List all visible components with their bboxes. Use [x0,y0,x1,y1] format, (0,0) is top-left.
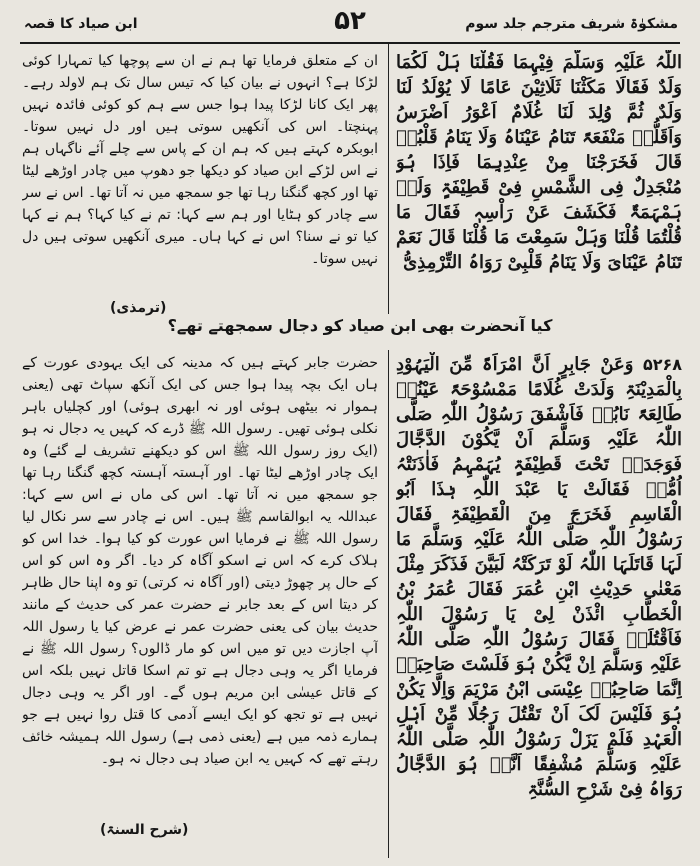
source-citation-1: (ترمذی) [110,300,167,316]
arabic-paragraph: اللّٰہُ عَلَیْہِ وَسَلَّمَ فِیْہِمَا فَقُلْنَا ہَلْ لَکُمَا وَلَدٌ فَقَالَا مَکَثْنَا ثَلَاثِیْنَ عَامًا لَا یُوْلَدُ لَنَا وَلَدٌ ثُمَّ وُلِدَ لَنَا غُلَامٌ اَعْوَرُ اَضْرَسُ وَاَقَلُّہٗ مَنْفَعَۃً تَنَامُ عَیْنَاہُ وَلَا یَنَامُ قَلْبُہٗ قَالَ فَخَرَجْنَا مِنْ عِنْدِہِمَا فَاِذَا ہُوَ مُنْجَدِلٌ فِی الشَّمْسِ فِیْ قَطِیْفَۃٍ وَلَہٗ ہَمْہَمَۃٌ فَکَشَفَ عَنْ رَاْسِہٖ فَقَالَ مَا قُلْتُمَا قُلْنَا وَہَلْ سَمِعْتَ مَا قُلْنَا قَالَ نَعَمْ تَنَامُ عَیْنَایَ وَلَا یَنَامُ قَلْبِیْ رَوَاہُ التِّرْمِذِیُّ [396,52,682,273]
urdu-paragraph: ان کے متعلق فرمایا تھا ہم نے ان سے پوچھا کیا تمہارا کوئی لڑکا ہے؟ انہوں نے بیان کیا کہ تیس سال تک ہم لاولد رہے۔ پھر ایک کانا لڑکا پیدا ہوا جس سے ہم کو کوئی فائدہ نہیں پہنچتا۔ اس کی آنکھیں سوتی ہیں اور دل نہیں سوتا۔ ابوبکرہ کہتے ہیں کہ ہم ان کے پاس سے چلے آئے ناگہاں ہم نے اس لڑکے ابن صیاد کو دیکھا جو دھوپ میں چادر اوڑھے لیٹا تھا اور کچھ گنگنا رہا تھا جو سمجھ میں نہ آتا تھا۔ اس نے سر سے چادر کو ہٹایا اور ہم سے کہا: تم نے کیا کہا؟ ہم نے کہا کیا تو نے سنا؟ اس نے کہا ہاں۔ میری آنکھیں سوتی ہیں دل نہیں سوتا۔ [22,53,378,267]
arabic-hadith-text: وَعَنْ جَابِرٍ اَنَّ امْرَاَۃً مِّنَ الْیَہُوْدِ بِالْمَدِیْنَۃِ وَلَدَتْ غُلَامًا مَمْسُوْحَۃً عَیْنُہٗ طَالِعَۃً نَابُہٗ فَاَشْفَقَ رَسُوْلُ اللّٰہِ صَلَّی اللّٰہُ عَلَیْہِ وَسَلَّمَ اَنْ یَّکُوْنَ الدَّجَّالَ فَوَجَدَہٗ تَحْتَ قَطِیْفَۃٍ یُہَمْہِمُ فَاٰذَنَتْہُ اُمُّہٗ فَقَالَتْ یَا عَبْدَ اللّٰہِ ہٰذَا اَبُو الْقَاسِمِ فَخَرَجَ مِنَ الْقَطِیْفَۃِ فَقَالَ رَسُوْلُ اللّٰہِ صَلَّی اللّٰہُ عَلَیْہِ وَسَلَّمَ مَا لَہَا قَاتَلَہَا اللّٰہُ لَوْ تَرَکَتْہُ لَبَیَّنَ فَذَکَرَ مِثْلَ مَعْنٰی حَدِیْثِ ابْنِ عُمَرَ فَقَالَ عُمَرُ بْنُ الْخَطَّابِ ائْذَنْ لِیْ یَا رَسُوْلَ اللّٰہِ فَاَقْتُلَہٗ فَقَالَ رَسُوْلُ اللّٰہِ صَلَّی اللّٰہُ عَلَیْہِ وَسَلَّمَ اِنْ یَّکُنْ ہُوَ فَلَسْتَ صَاحِبَہٗ اِنَّمَا صَاحِبُہٗ عِیْسَی ابْنُ مَرْیَمَ وَاِلَّا یَکُنْ ہُوَ فَلَیْسَ لَکَ اَنْ تَقْتُلَ رَجُلًا مِّنْ اَہْلِ الْعَہْدِ فَلَمْ یَزَلْ رَسُوْلُ اللّٰہِ صَلَّی اللّٰہُ عَلَیْہِ وَسَلَّمَ مُشْفِقًا اَنَّہٗ ہُوَ الدَّجَّالُ رَوَاہُ فِیْ شَرْحِ السُّنَّۃِ [396,354,682,800]
column-divider-lower [388,350,389,858]
page-header [18,6,682,40]
arabic-paragraph [396,352,682,802]
urdu-translation-section-1 [22,50,378,288]
section-heading: کیا آنحضرت بھی ابن صیاد کو دجال سمجھتے تھے؟ [167,316,553,335]
page-number: ۵۲ [334,6,366,36]
urdu-translation-section-2 [22,352,378,822]
urdu-paragraph: حضرت جابر کہتے ہیں کہ مدینہ کی ایک یہودی عورت کے ہاں ایک بچہ پیدا ہوا جس کی ایک آنکھ سپاٹ تھی (یعنی ہموار نہ بیٹھی ہوئی اور نہ ابھری ہوئی) اور کچلیاں باہر نکلی ہوئی تھیں۔ رسول اللہ ﷺ ڈرے کہ کہیں یہ دجال نہ ہو (ایک روز رسول اللہ ﷺ اس کو دیکھنے تشریف لے گئے) وہ ایک چادر اوڑھے لیٹا تھا۔ اور آہستہ آہستہ کچھ گنگنا رہا تھا جو سمجھ میں نہ آتا تھا۔ اس کی ماں نے اس سے کہا: عبداللہ یہ ابوالقاسم ﷺ ہیں۔ اس نے چادر سے سر نکال لیا رسول اللہ ﷺ نے فرمایا اس عورت کو کیا ہوا۔ خدا اس کو ہلاک کرے کہ اس نے اسکو آگاہ کر دیا۔ اگر وہ اس کو اس کے حال پر چھوڑ دیتی (اور آگاہ نہ کرتی) تو وہ اپنا حال ظاہر کر دیتا اس کے بعد جابر نے حضرت عمر کی حدیث کے مانند حدیث بیان کی یعنی حضرت عمر نے عرض کیا یا رسول اللہ آپ اجازت دیں تو میں اس کو مار ڈالوں؟ رسول اللہ ﷺ نے فرمایا اگر یہ وہی دجال ہے تو تم اسکا قاتل نہیں بلکہ اس کے قاتل عیسٰی ابن مریم ہوں گے۔ اور اگر یہ وہی دجال نہیں ہے تو تجھ کو ایک ایسے آدمی کا قتل روا نہیں ہے جو ہمارے ذمہ میں ہے (یعنی ذمی ہے) رسول اللہ ہمیشہ خائف رہتے تھے کہ کہیں یہ ابن صیاد ہی دجال نہ ہو۔ [22,355,378,767]
arabic-text-section-2 [396,352,682,852]
hadith-number: ۵۲۶۸ [642,355,682,374]
column-divider-upper [388,44,389,314]
chapter-title: ابن صیاد کا قصہ [24,16,138,32]
arabic-text-section-1 [396,50,682,312]
header-rule [20,42,680,44]
book-title: مشکوٰۃ شریف مترجم جلد سوم [465,16,678,32]
source-citation-2: (شرح السنۃ) [100,822,189,838]
